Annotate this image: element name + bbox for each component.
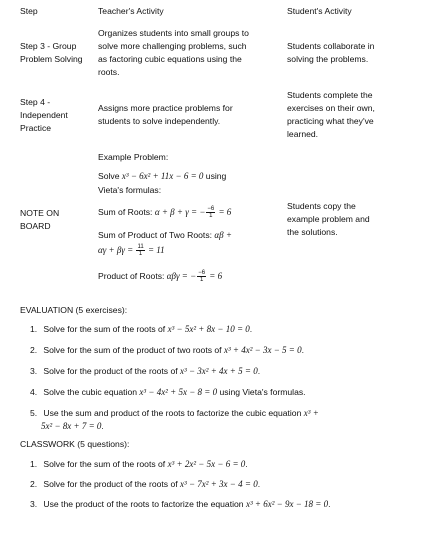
table-row-step4-student (287, 89, 375, 141)
solve-line-2: Vieta's formulas: (98, 185, 162, 195)
list-item (30, 407, 319, 420)
item-suffix: using Vieta's formulas. (217, 387, 306, 397)
column-header-step: Step (20, 6, 38, 16)
teacher-line: roots. (98, 67, 120, 77)
item-suffix: . (245, 459, 248, 469)
item-suffix: . (257, 366, 261, 376)
prod2-result: = 11 (145, 244, 165, 255)
list-item (30, 323, 252, 336)
sum-result: = 6 (216, 206, 232, 217)
table-row-step4-teacher (98, 102, 233, 128)
fraction-numerator: −6 (207, 206, 215, 212)
step-line: Step 4 - (20, 97, 51, 107)
prod2-expression-a: αβ + (214, 230, 232, 240)
sum-fraction (206, 206, 215, 219)
item-text: Solve for the product of the roots of (43, 479, 181, 489)
item-equation: x³ + 4x² − 3x − 5 = 0 (223, 345, 302, 355)
item-equation: x³ + 6x² − 9x − 18 = 0 (245, 499, 329, 509)
item-number: 2. (30, 345, 38, 355)
fraction-denominator: 1 (209, 213, 213, 219)
prod2-fraction (136, 244, 144, 257)
item-equation: 5x² − 8x + 7 = 0 (41, 421, 102, 431)
item-text: Use the sum and product of the roots to factorize the cubic equation (43, 408, 304, 418)
fraction-denominator: 1 (138, 251, 143, 257)
evaluation-title: EVALUATION (5 exercises): (20, 305, 128, 315)
student-line: learned. (287, 129, 319, 139)
item-equation: x³ − 3x² + 4x + 5 = 0 (180, 366, 258, 376)
sum-product-two-line (98, 230, 232, 240)
item-number: 4. (30, 387, 38, 397)
teacher-line: Organizes students into small groups to (98, 28, 249, 38)
item-equation: x³ − 4x² + 5x − 8 = 0 (139, 387, 218, 397)
student-line: the solutions. (287, 227, 338, 237)
item-equation: x³ − 7x² + 3x − 4 = 0 (180, 479, 258, 489)
column-header-student: Student's Activity (287, 6, 352, 16)
classwork-title: CLASSWORK (5 questions): (20, 439, 130, 449)
table-row-step3-student (287, 40, 374, 66)
example-title: Example Problem: (98, 152, 169, 162)
item-suffix: . (257, 479, 261, 489)
item-number: 5. (30, 408, 38, 418)
sum-label: Sum of Roots: (98, 206, 155, 217)
sum-expression: α + β + γ = − (154, 206, 206, 217)
item-suffix: . (301, 345, 305, 355)
student-line: Students complete the (287, 90, 373, 100)
list-item (30, 365, 260, 378)
prod-label: Product of Roots: (98, 270, 167, 281)
sum-product-two-line-2 (98, 244, 165, 257)
fraction-numerator: 11 (137, 244, 144, 250)
item-text: Solve for the sum of the roots of (43, 324, 168, 334)
item-text: Use the product of the roots to factorize the equation (43, 499, 246, 509)
list-item (30, 498, 331, 511)
step-line: Practice (20, 123, 52, 133)
list-item (30, 344, 304, 357)
column-header-teacher: Teacher's Activity (98, 6, 164, 16)
table-row-note-student (287, 200, 370, 239)
product-of-roots-line (98, 270, 222, 283)
list-item (30, 458, 248, 471)
list-item (30, 478, 260, 491)
item-number: 1. (30, 459, 38, 469)
prod2-expression-b: αγ + βγ = (98, 244, 136, 255)
step-line: Step 3 - Group (20, 41, 77, 51)
item-number: 1. (30, 324, 38, 334)
solve-line (98, 171, 226, 181)
student-line: example problem and (287, 214, 370, 224)
student-line: solving the problems. (287, 54, 369, 64)
prod-result: = 6 (207, 270, 223, 281)
solve-suffix: using (203, 171, 227, 181)
step-line: Independent (20, 110, 68, 120)
prod2-label: Sum of Product of Two Roots: (98, 230, 215, 240)
item-number: 3. (30, 366, 38, 376)
step-line: BOARD (20, 221, 51, 231)
solve-equation: x³ − 6x² + 11x − 6 = 0 (121, 171, 204, 181)
item-number: 3. (30, 499, 38, 509)
table-row-step3-teacher (98, 27, 249, 79)
prod-expression: αβγ = − (166, 270, 197, 281)
table-row-note-step (20, 207, 59, 233)
item-text: Solve the cubic equation (43, 387, 140, 397)
item-suffix: . (328, 499, 331, 509)
solve-prefix: Solve (98, 171, 122, 181)
item-equation: x³ − 5x² + 8x − 10 = 0 (167, 324, 250, 334)
fraction-numerator: −6 (198, 270, 206, 276)
prod-fraction (197, 270, 206, 283)
item-suffix: . (249, 324, 253, 334)
list-item-continuation (41, 420, 104, 433)
student-line: Students collaborate in (287, 41, 375, 51)
item-equation: x³ + 2x² − 5x − 6 = 0 (167, 459, 246, 469)
teacher-line: students to solve independently. (98, 116, 221, 126)
step-line: Problem Solving (20, 54, 83, 64)
teacher-line: Assigns more practice problems for (98, 103, 233, 113)
student-line: practicing what they've (287, 116, 374, 126)
student-line: Students copy the (287, 201, 356, 211)
fraction-denominator: 1 (199, 277, 204, 283)
item-number: 2. (30, 479, 38, 489)
item-text: Solve for the product of the roots of (43, 366, 181, 376)
table-row-step4-step (20, 96, 68, 135)
teacher-line: solve more challenging problems, such (98, 41, 247, 51)
teacher-line: as factoring cubic equations using the (98, 54, 242, 64)
sum-of-roots-line (98, 206, 231, 219)
item-equation: x³ + (303, 408, 319, 418)
step-line: NOTE ON (20, 208, 60, 218)
item-text: Solve for the sum of the product of two roots of (43, 345, 224, 355)
item-suffix: . (101, 421, 104, 431)
student-line: exercises on their own, (287, 103, 375, 113)
list-item (30, 386, 306, 399)
table-row-step3-step (20, 40, 83, 66)
item-text: Solve for the sum of the roots of (43, 459, 168, 469)
